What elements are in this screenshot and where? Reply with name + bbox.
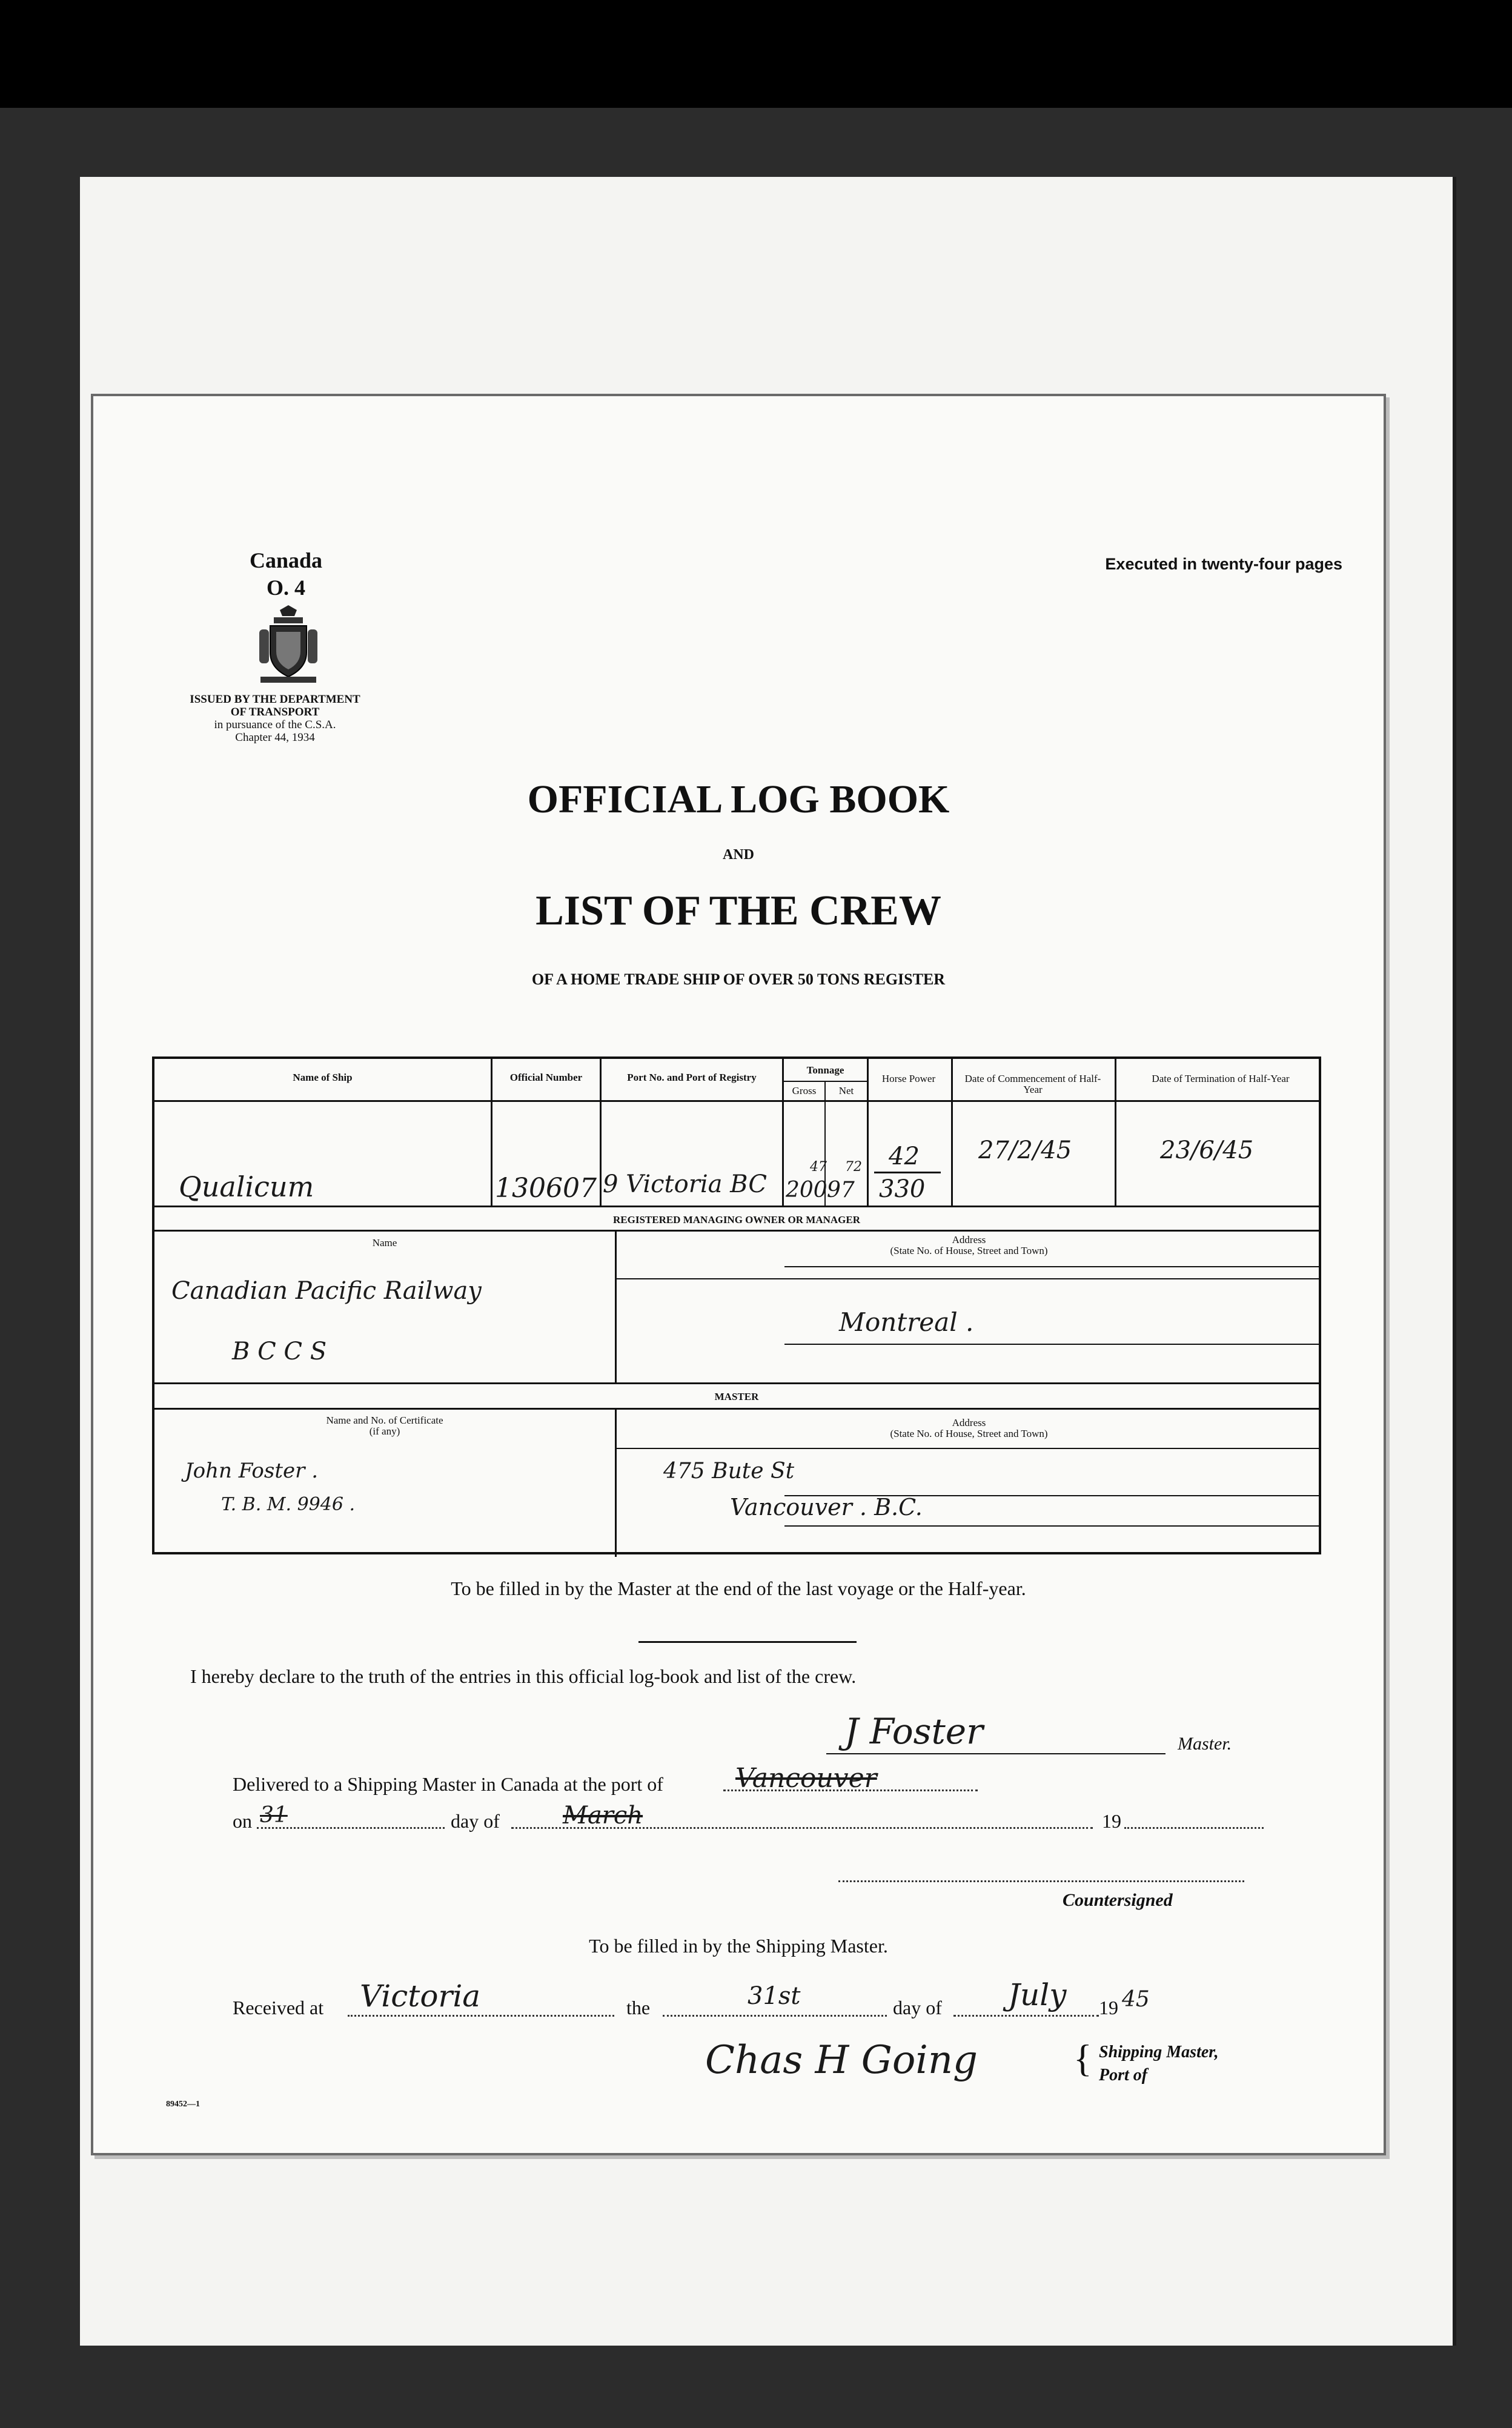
master-section-heading: MASTER <box>714 1391 759 1402</box>
master-address-label: Address <box>952 1417 986 1428</box>
header-tonnage: Tonnage <box>806 1064 844 1076</box>
ship-name-value: Qualicum <box>179 1170 314 1203</box>
received-month-value: July <box>1008 1977 1067 2012</box>
received-day-of-label: day of <box>893 1997 942 2018</box>
day-of-label: day of <box>451 1810 500 1832</box>
year-prefix: 19 <box>1102 1810 1121 1832</box>
received-at-label: Received at <box>233 1997 324 2018</box>
footer-code: 89452—1 <box>166 2100 200 2109</box>
master-name-sublabel: (if any) <box>369 1425 400 1437</box>
termination-date-value: 23/6/45 <box>1160 1136 1254 1164</box>
header-commencement: Date of Commencement of Half-Year <box>964 1073 1101 1095</box>
day-of-value: March <box>563 1802 643 1829</box>
master-instruction: To be filled in by the Master at the end of the last voyage or the Half-year. <box>451 1577 1026 1599</box>
issued-line-3: in pursuance of the C.S.A. <box>214 718 336 731</box>
received-year-value: 45 <box>1122 1987 1150 2012</box>
on-label: on <box>233 1810 252 1832</box>
shipping-master-label: Shipping Master, <box>1099 2043 1219 2061</box>
owner-name-label: Name <box>372 1237 397 1249</box>
shipping-master-instruction: To be filled in by the Shipping Master. <box>589 1935 888 1957</box>
master-certificate-value: T. B. M. 9946 . <box>221 1494 356 1515</box>
title-subtitle: OF A HOME TRADE SHIP OF OVER 50 TONS REGISTER <box>531 970 946 988</box>
issued-by-block <box>166 693 384 744</box>
delivered-label: Delivered to a Shipping Master in Canada at the port of <box>233 1773 663 1795</box>
port-of-label: Port of <box>1099 2066 1148 2085</box>
master-name-value: John Foster . <box>185 1459 319 1483</box>
header-name-of-ship: Name of Ship <box>293 1072 353 1083</box>
header-port-of-registry: Port No. and Port of Registry <box>627 1072 757 1083</box>
coat-of-arms-icon <box>256 605 321 684</box>
horse-power-value: 330 <box>879 1175 926 1203</box>
declaration-text: I hereby declare to the truth of the entries in this official log-book and list of the crew. <box>190 1665 857 1687</box>
owner-name-line-2: B C C S <box>232 1338 327 1365</box>
owner-address-value: Montreal . <box>839 1307 974 1337</box>
received-year-prefix: 19 <box>1099 1997 1118 2018</box>
commencement-date-value: 27/2/45 <box>978 1136 1072 1164</box>
header-termination: Date of Termination of Half-Year <box>1152 1073 1290 1084</box>
brace-glyph: { <box>1073 2037 1092 2080</box>
owner-address-sublabel: (State No. of House, Street and Town) <box>890 1245 1048 1256</box>
master-label: Master. <box>1178 1734 1232 1754</box>
title-and: AND <box>723 847 754 863</box>
title-list-of-crew: LIST OF THE CREW <box>536 887 941 934</box>
received-day-value: 31st <box>748 1982 801 2010</box>
log-book-cover-page <box>91 394 1386 2155</box>
master-address-line-1: 475 Bute St <box>663 1459 795 1484</box>
issued-line-4: Chapter 44, 1934 <box>235 731 315 744</box>
net-tonnage-value: 97 <box>827 1178 855 1202</box>
country-label: Canada <box>250 548 323 572</box>
header-gross: Gross <box>792 1085 817 1096</box>
issued-line-2: OF TRANSPORT <box>230 706 320 718</box>
master-signature: J Foster <box>844 1711 983 1752</box>
divider-rule <box>638 1641 857 1643</box>
title-official-log-book: OFFICIAL LOG BOOK <box>527 777 950 821</box>
the-label: the <box>626 1997 651 2018</box>
header-official-number: Official Number <box>509 1072 583 1083</box>
on-value: 31 <box>260 1803 288 1828</box>
master-address-sublabel: (State No. of House, Street and Town) <box>890 1428 1048 1439</box>
form-number: O. 4 <box>266 575 305 600</box>
countersigned-label: Countersigned <box>1063 1890 1173 1910</box>
delivered-port-value: Vancouver <box>735 1763 877 1794</box>
owner-section-heading: REGISTERED MANAGING OWNER OR MANAGER <box>612 1214 861 1226</box>
gross-tonnage-extra: 47 <box>810 1159 827 1175</box>
executed-note: Executed in twenty-four pages <box>1105 555 1342 573</box>
shipping-master-signature: Chas H Going <box>705 2038 978 2083</box>
master-address-line-2: Vancouver . B.C. <box>730 1494 923 1521</box>
port-of-registry-value: 9 Victoria BC <box>603 1170 767 1198</box>
horse-power-extra: 42 <box>889 1143 920 1170</box>
master-name-label: Name and No. of Certificate <box>326 1415 443 1426</box>
official-number-value: 130607 <box>495 1173 597 1204</box>
owner-address-label: Address <box>952 1234 986 1246</box>
header-net: Net <box>838 1085 854 1096</box>
owner-name-line-1: Canadian Pacific Railway <box>171 1277 482 1305</box>
ship-particulars-table <box>152 1056 1321 1554</box>
gross-tonnage-value: 200 <box>786 1178 827 1202</box>
net-tonnage-extra: 72 <box>845 1159 862 1175</box>
received-port-value: Victoria <box>360 1979 481 2014</box>
header-horse-power: Horse Power <box>881 1073 936 1084</box>
issued-line-1: ISSUED BY THE DEPARTMENT <box>190 693 360 706</box>
